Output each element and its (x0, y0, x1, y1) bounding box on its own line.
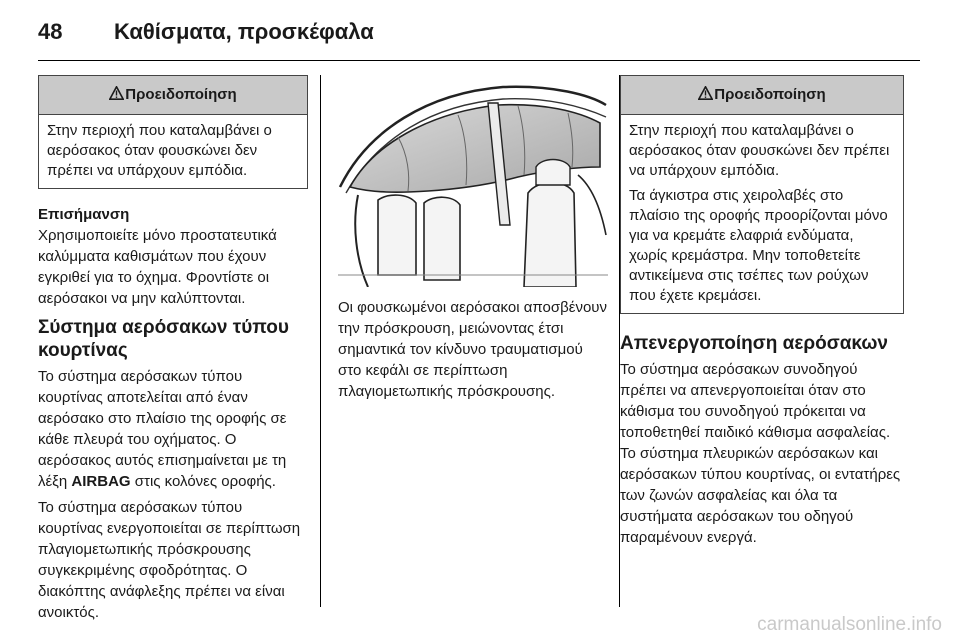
illustration-caption: Οι φουσκωμένοι αερόσακοι αποσβένουν την πρόσκρουση, μειώνοντας έτσι σημαντικά τον κίνδυνο τραυματισμού στο κεφάλι σε περίπτωση πλαγιομετωπικής πρόσκρουσης. (338, 299, 607, 400)
note-title: Επισήμανση (38, 206, 130, 223)
warning-title: Προειδοποίηση (125, 86, 237, 103)
note-text: Χρησιμοποιείτε μόνο προστατευτικά καλύμματα καθισμάτων που έχουν εγκριθεί για το όχημα. Φροντίστε οι αερόσακοι να μην καλύπτονται. (38, 227, 277, 307)
section-body (38, 366, 308, 623)
section-title-airbag-deactivation: Απενεργοποίηση αερόσακων (620, 333, 888, 354)
column-right (620, 75, 904, 548)
paragraph-1-text-end: στις κολόνες οροφής. (130, 473, 276, 490)
car-interior-drawing (338, 75, 608, 287)
deactivation-paragraph: Το σύστημα αερόσακων συνοδηγού πρέπει να απενεργοποιείται όταν στο κάθισμα του συνοδηγού πρόκειται να τοποθετηθεί παιδικό κάθισμα ασφαλείας. Το σύστημα πλευρικών αερόσακων και αερόσακων τύπου κουρτίνας, οι εντατήρες των ζωνών ασφαλείας και όλα τα συστήματα αερόσακων του οδηγού παραμένουν ενεργά. (620, 361, 901, 546)
warning-text-2: Τα άγκιστρα στις χειρολαβές στο πλαίσιο της οροφής προορίζονται μόνο για να κρεμάτε ελαφριά ενδύματα, χωρίς κρεμάστρα. Μην τοποθετείτε αντικείμενα στις τσέπες των ρούχων που έχετε κρεμάσει. (629, 187, 888, 304)
warning-triangle-icon (698, 86, 713, 100)
page-header (38, 14, 374, 50)
warning-text: Στην περιοχή που καταλαμβάνει ο αερόσακος όταν φουσκώνει δεν πρέπει να υπάρχουν εμπόδια. (47, 122, 272, 179)
warning-header (39, 76, 307, 115)
warning-body (39, 115, 307, 188)
paragraph-1-text: Το σύστημα αερόσακων τύπου κουρτίνας αποτελείται από έναν αερόσακο στο πλαίσιο της οροφής σε κάθε πλευρά του οχήματος. Ο αερόσακος αυτός επισημαίνεται με τη λέξη (38, 368, 287, 490)
warning-triangle-icon (109, 86, 124, 100)
note-block (38, 204, 308, 309)
warning-body (621, 115, 903, 313)
page-title: Καθίσματα, προσκέφαλα (114, 19, 374, 44)
page-number: 48 (38, 19, 63, 44)
header-rule (38, 60, 920, 61)
warning-text-1: Στην περιοχή που καταλαμβάνει ο αερόσακος όταν φουσκώνει δεν πρέπει να υπάρχουν εμπόδια. (629, 122, 890, 179)
section-title-curtain-airbags: Σύστημα αερόσακων τύπου κουρτίνας (38, 317, 289, 361)
column-divider-left (320, 75, 321, 607)
watermark: carmanualsonline.info (757, 614, 942, 635)
paragraph-2: Το σύστημα αερόσακων τύπου κουρτίνας ενεργοποιείται σε περίπτωση πλαγιομετωπικής πρόσκρουσης συγκεκριμένης σφοδρότητας. Ο διακόπτης ανάφλεξης πρέπει να είναι ανοικτός. (38, 499, 301, 621)
curtain-airbag-illustration (338, 75, 608, 287)
airbag-keyword: AIRBAG (71, 473, 131, 490)
column-middle (338, 75, 608, 402)
warning-header (621, 76, 903, 115)
warning-box (38, 75, 308, 189)
column-left (38, 75, 308, 628)
warning-box (620, 75, 904, 314)
paragraph-1 (38, 366, 308, 492)
warning-title: Προειδοποίηση (714, 86, 826, 103)
